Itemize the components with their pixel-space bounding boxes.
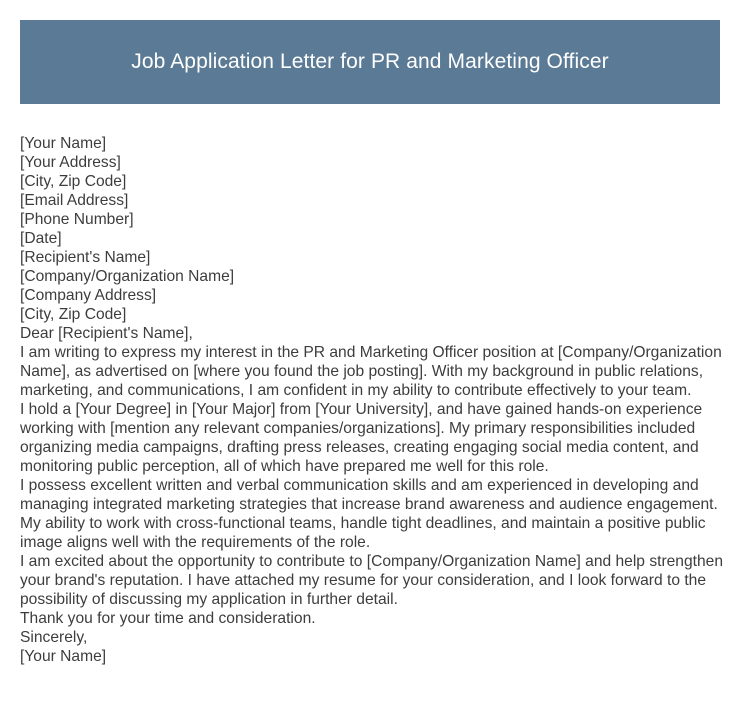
sender-name: [Your Name]: [20, 135, 107, 152]
recipient-address: [Company Address]: [20, 287, 157, 304]
recipient-name: [Recipient's Name]: [20, 249, 151, 266]
letter-body: [20, 134, 724, 666]
paragraph-skills: I possess excellent written and verbal communication skills and am experienced in developing and managing integrated marketing strategies that increase brand awareness and audience engagement. My ability to work with cross-functional teams, handle tight deadlines, and maintain a positive public image aligns well with the requirements of the role.: [20, 477, 718, 551]
salutation: Dear [Recipient's Name],: [20, 325, 193, 342]
letter-date: [Date]: [20, 230, 62, 247]
sender-phone: [Phone Number]: [20, 211, 134, 228]
paragraph-closing: I am excited about the opportunity to contribute to [Company/Organization Name] and help strengthen your brand's reputation. I have attached my resume for your consideration, and I look forward to the possibility of discussing my application in further detail.: [20, 553, 724, 608]
paragraph-intro: I am writing to express my interest in the PR and Marketing Officer position at [Company/Organization Name], as advertised on [where you found the job posting]. With my background in public relations, marketing, and communications, I am confident in my ability to contribute effectively to your team.: [20, 344, 722, 399]
signature-name: [Your Name]: [20, 648, 107, 665]
closing-line: Sincerely,: [20, 629, 88, 646]
header-banner: [20, 20, 720, 104]
recipient-company: [Company/Organization Name]: [20, 268, 235, 285]
sender-email: [Email Address]: [20, 192, 129, 209]
sender-city-zip: [City, Zip Code]: [20, 173, 127, 190]
thanks-line: Thank you for your time and consideration.: [20, 610, 316, 627]
page-title: Job Application Letter for PR and Marketing Officer: [131, 50, 609, 73]
sender-address: [Your Address]: [20, 154, 121, 171]
recipient-city-zip: [City, Zip Code]: [20, 306, 127, 323]
paragraph-education: I hold a [Your Degree] in [Your Major] from [Your University], and have gained hands-on experience working with [mention any relevant companies/organizations]. My primary responsibilities included organizing media campaigns, drafting press releases, creating engaging social media content, and monitoring public perception, all of which have prepared me well for this role.: [20, 401, 703, 475]
